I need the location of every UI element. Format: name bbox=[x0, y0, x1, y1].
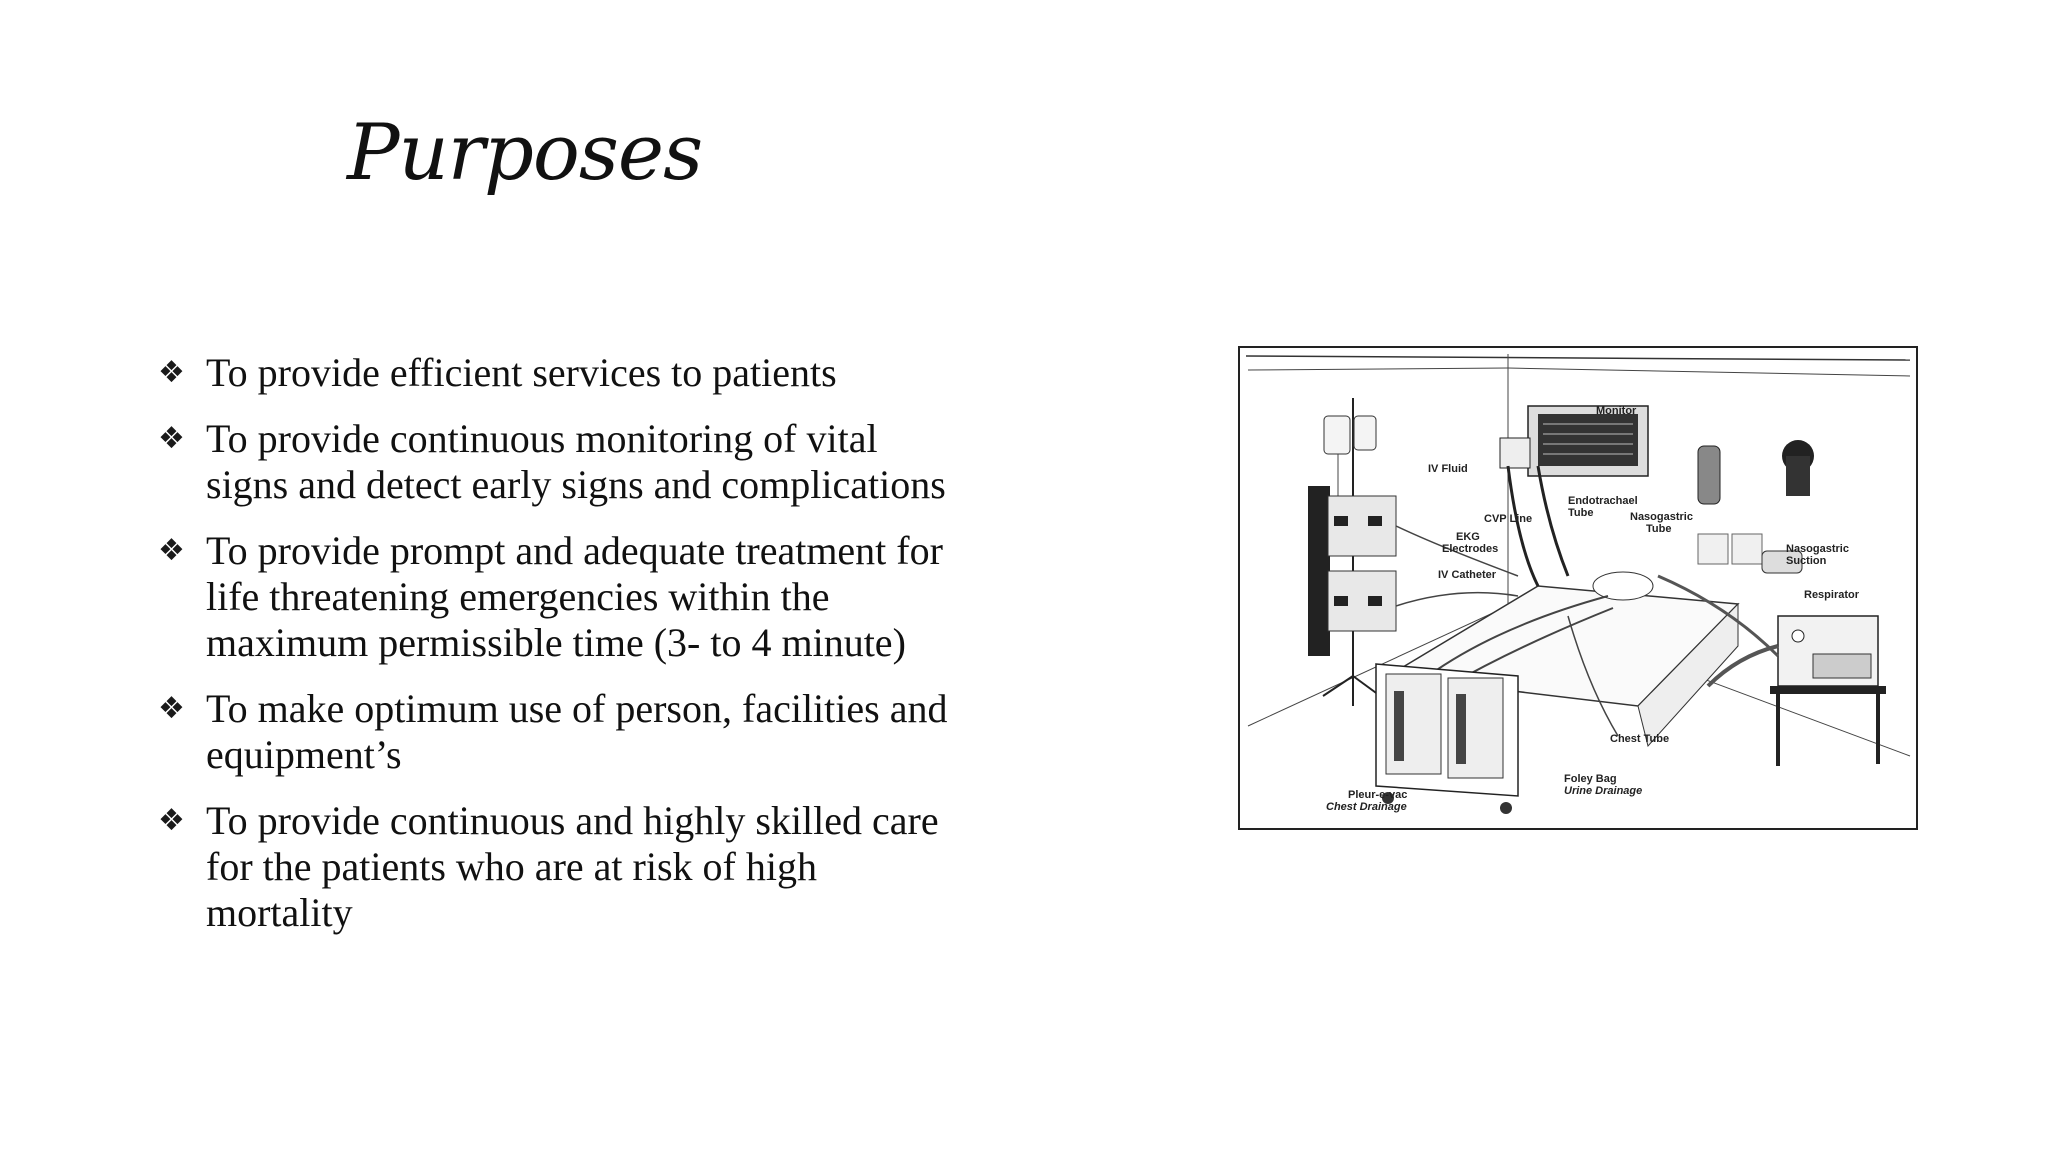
label-nasogastric-suction: Nasogastric bbox=[1786, 543, 1849, 555]
diamond-cross-bullet-icon: ❖ bbox=[158, 691, 185, 726]
label-nasogastric-tube: Tube bbox=[1646, 523, 1672, 535]
label-iv-fluid: IV Fluid bbox=[1428, 463, 1468, 475]
diamond-cross-bullet-icon: ❖ bbox=[158, 421, 185, 456]
diamond-cross-bullet-icon: ❖ bbox=[158, 803, 185, 838]
label-iv-catheter: IV Catheter bbox=[1438, 569, 1497, 581]
label-suction: Suction bbox=[1786, 555, 1827, 567]
diamond-cross-bullet-icon: ❖ bbox=[158, 533, 185, 568]
bullet-item bbox=[158, 798, 958, 936]
label-electrodes: Electrodes bbox=[1442, 543, 1499, 555]
label-cvp-line: CVP Line bbox=[1484, 513, 1533, 525]
bullet-text: To provide continuous monitoring of vital signs and detect early signs and complications bbox=[206, 416, 946, 507]
label-urine-drainage: Urine Drainage bbox=[1564, 785, 1643, 797]
label-endotracheal: Endotrachael bbox=[1568, 495, 1638, 507]
label-foley-bag: Foley Bag bbox=[1564, 773, 1617, 785]
bullet-text: To provide efficient services to patients bbox=[206, 350, 837, 395]
slide-title: Purposes bbox=[347, 108, 703, 198]
icu-room-illustration bbox=[1238, 346, 1918, 830]
diamond-cross-bullet-icon: ❖ bbox=[158, 355, 185, 390]
label-pleur-e-vac: Pleur-e-vac bbox=[1348, 789, 1408, 801]
bullet-item bbox=[158, 416, 958, 508]
label-ekg: EKG bbox=[1456, 531, 1480, 543]
label-nasogastric: Nasogastric bbox=[1630, 511, 1693, 523]
bullet-list bbox=[158, 350, 958, 956]
bullet-text: To provide prompt and adequate treatment for life threatening emergencies within the maximum permissible time (3- to 4 minute) bbox=[206, 528, 943, 665]
label-respirator: Respirator bbox=[1804, 589, 1860, 601]
label-endotracheal-tube: Tube bbox=[1568, 507, 1594, 519]
bullet-item bbox=[158, 350, 958, 396]
label-chest-tube: Chest Tube bbox=[1610, 733, 1670, 745]
bullet-item bbox=[158, 528, 958, 666]
bullet-item bbox=[158, 686, 958, 778]
label-monitor: Monitor bbox=[1596, 405, 1637, 417]
bullet-text: To make optimum use of person, facilities and equipment’s bbox=[206, 686, 948, 777]
label-chest-drainage: Chest Drainage bbox=[1326, 801, 1407, 813]
bullet-text: To provide continuous and highly skilled care for the patients who are at risk of high mortality bbox=[206, 798, 939, 935]
icu-room-drawing bbox=[1238, 346, 1918, 830]
